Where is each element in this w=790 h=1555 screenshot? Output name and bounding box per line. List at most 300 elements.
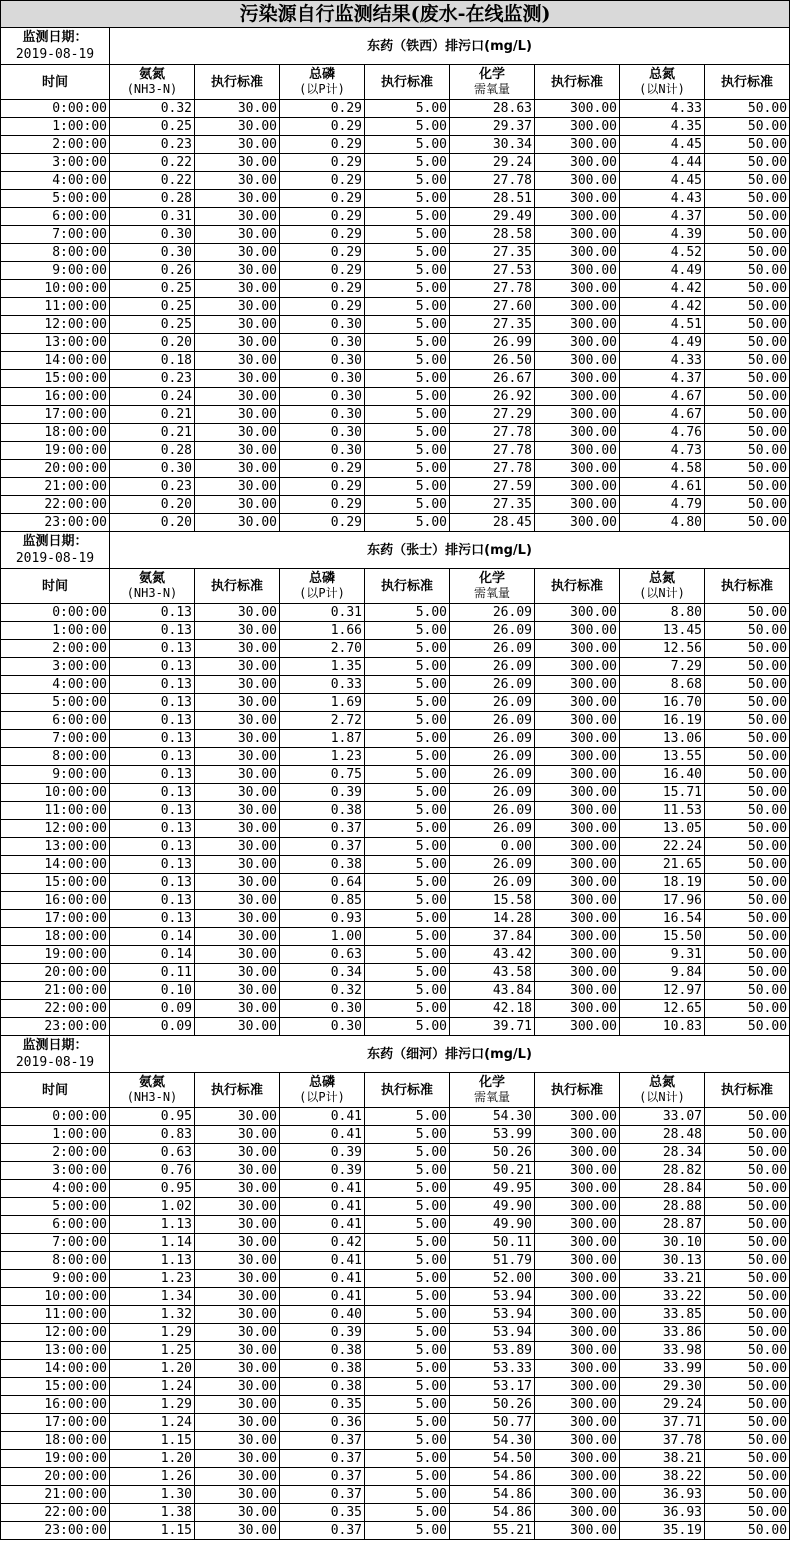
phosphorus-cell: 0.37 [280, 820, 365, 838]
standard-cell: 5.00 [365, 1468, 450, 1486]
phosphorus-cell: 0.29 [280, 244, 365, 262]
header-text: 执行标准 [721, 1082, 774, 1098]
cod-cell: 29.37 [450, 118, 535, 136]
standard-cell: 30.00 [195, 802, 280, 820]
standard-cell: 300.00 [535, 262, 620, 280]
table-row [1, 712, 790, 730]
standard-cell: 5.00 [365, 838, 450, 856]
nitrogen-cell: 4.43 [620, 190, 705, 208]
date-label: 监测日期： [22, 30, 88, 45]
nitrogen-cell: 15.50 [620, 928, 705, 946]
nitrogen-cell: 13.05 [620, 820, 705, 838]
time-cell: 16:00:00 [1, 1396, 110, 1414]
cod-cell: 26.09 [450, 874, 535, 892]
standard-cell: 50.00 [705, 1522, 790, 1540]
standard-cell: 50.00 [705, 262, 790, 280]
ammonia-cell: 0.28 [110, 442, 195, 460]
nitrogen-cell: 4.52 [620, 244, 705, 262]
standard-cell: 300.00 [535, 676, 620, 694]
ammonia-cell: 0.13 [110, 802, 195, 820]
ammonia-cell: 0.11 [110, 964, 195, 982]
time-cell: 9:00:00 [1, 262, 110, 280]
standard-cell: 50.00 [705, 856, 790, 874]
cod-cell: 28.45 [450, 514, 535, 532]
cod-cell: 54.30 [450, 1432, 535, 1450]
nitrogen-cell: 4.51 [620, 316, 705, 334]
standard-cell: 5.00 [365, 1018, 450, 1036]
column-header-time [1, 1073, 110, 1108]
time-cell: 4:00:00 [1, 676, 110, 694]
header-text: 总磷 [308, 1075, 335, 1090]
nitrogen-cell: 4.33 [620, 352, 705, 370]
time-cell: 10:00:00 [1, 784, 110, 802]
column-header-row [1, 1073, 790, 1108]
time-cell: 15:00:00 [1, 370, 110, 388]
time-cell: 18:00:00 [1, 424, 110, 442]
standard-cell: 5.00 [365, 1414, 450, 1432]
standard-cell: 30.00 [195, 406, 280, 424]
standard-cell: 300.00 [535, 1216, 620, 1234]
table-row [1, 658, 790, 676]
column-header-total-nitrogen [620, 65, 705, 100]
table-row [1, 136, 790, 154]
phosphorus-cell: 1.66 [280, 622, 365, 640]
phosphorus-cell: 0.30 [280, 406, 365, 424]
ammonia-cell: 0.13 [110, 892, 195, 910]
ammonia-cell: 0.20 [110, 334, 195, 352]
cod-cell: 14.28 [450, 910, 535, 928]
header-text: 需氧量 [473, 586, 510, 600]
standard-cell: 300.00 [535, 658, 620, 676]
standard-cell: 300.00 [535, 496, 620, 514]
standard-cell: 300.00 [535, 928, 620, 946]
standard-cell: 5.00 [365, 640, 450, 658]
standard-cell: 5.00 [365, 1396, 450, 1414]
time-cell: 21:00:00 [1, 982, 110, 1000]
phosphorus-cell: 0.29 [280, 136, 365, 154]
time-cell: 12:00:00 [1, 1324, 110, 1342]
ammonia-cell: 1.23 [110, 1270, 195, 1288]
table-row [1, 1468, 790, 1486]
phosphorus-cell: 0.30 [280, 1018, 365, 1036]
table-row [1, 226, 790, 244]
table-row [1, 730, 790, 748]
ammonia-cell: 0.21 [110, 424, 195, 442]
nitrogen-cell: 4.49 [620, 262, 705, 280]
standard-cell: 50.00 [705, 352, 790, 370]
standard-cell: 300.00 [535, 1450, 620, 1468]
standard-cell: 30.00 [195, 226, 280, 244]
table-row [1, 1342, 790, 1360]
standard-cell: 50.00 [705, 1486, 790, 1504]
phosphorus-cell: 0.35 [280, 1396, 365, 1414]
cod-cell: 53.17 [450, 1378, 535, 1396]
standard-cell: 50.00 [705, 928, 790, 946]
column-header-row [1, 569, 790, 604]
standard-cell: 5.00 [365, 1126, 450, 1144]
ammonia-cell: 0.25 [110, 298, 195, 316]
phosphorus-cell: 0.38 [280, 1360, 365, 1378]
standard-cell: 50.00 [705, 1468, 790, 1486]
table-row [1, 424, 790, 442]
table-row [1, 874, 790, 892]
standard-cell: 5.00 [365, 1324, 450, 1342]
ammonia-cell: 0.22 [110, 154, 195, 172]
standard-cell: 50.00 [705, 1108, 790, 1126]
column-header-standard-4 [705, 1073, 790, 1108]
standard-cell: 5.00 [365, 1378, 450, 1396]
standard-cell: 300.00 [535, 514, 620, 532]
standard-cell: 30.00 [195, 190, 280, 208]
standard-cell: 300.00 [535, 694, 620, 712]
table-row [1, 1252, 790, 1270]
header-text: 执行标准 [380, 74, 433, 90]
column-header-chemical-oxygen-demand [450, 569, 535, 604]
cod-cell: 26.09 [450, 676, 535, 694]
standard-cell: 300.00 [535, 1108, 620, 1126]
standard-cell: 5.00 [365, 352, 450, 370]
standard-cell: 30.00 [195, 1342, 280, 1360]
cod-cell: 26.09 [450, 748, 535, 766]
time-cell: 0:00:00 [1, 100, 110, 118]
ammonia-cell: 1.20 [110, 1360, 195, 1378]
standard-cell: 50.00 [705, 1414, 790, 1432]
cod-cell: 50.77 [450, 1414, 535, 1432]
cod-cell: 0.00 [450, 838, 535, 856]
ammonia-cell: 0.23 [110, 136, 195, 154]
standard-cell: 50.00 [705, 208, 790, 226]
ammonia-cell: 0.23 [110, 370, 195, 388]
standard-cell: 30.00 [195, 604, 280, 622]
header-text: 总氮 [648, 571, 675, 586]
column-header-standard-2 [365, 569, 450, 604]
ammonia-cell: 0.13 [110, 622, 195, 640]
ammonia-cell: 0.22 [110, 172, 195, 190]
ammonia-cell: 0.13 [110, 766, 195, 784]
standard-cell: 50.00 [705, 1198, 790, 1216]
standard-cell: 50.00 [705, 658, 790, 676]
table-row [1, 478, 790, 496]
cod-cell: 29.49 [450, 208, 535, 226]
header-text: 总磷 [308, 67, 335, 82]
cod-cell: 26.09 [450, 766, 535, 784]
nitrogen-cell: 28.34 [620, 1144, 705, 1162]
standard-cell: 5.00 [365, 208, 450, 226]
standard-cell: 30.00 [195, 946, 280, 964]
standard-cell: 30.00 [195, 1306, 280, 1324]
standard-cell: 30.00 [195, 172, 280, 190]
standard-cell: 5.00 [365, 766, 450, 784]
standard-cell: 300.00 [535, 424, 620, 442]
standard-cell: 5.00 [365, 856, 450, 874]
table-row [1, 1360, 790, 1378]
cod-cell: 43.84 [450, 982, 535, 1000]
ammonia-cell: 0.10 [110, 982, 195, 1000]
phosphorus-cell: 0.32 [280, 982, 365, 1000]
standard-cell: 30.00 [195, 334, 280, 352]
standard-cell: 30.00 [195, 928, 280, 946]
table-row [1, 1126, 790, 1144]
standard-cell: 50.00 [705, 604, 790, 622]
ammonia-cell: 0.30 [110, 244, 195, 262]
time-cell: 14:00:00 [1, 856, 110, 874]
header-text: 化学 [478, 67, 505, 82]
nitrogen-cell: 33.22 [620, 1288, 705, 1306]
ammonia-cell: 0.24 [110, 388, 195, 406]
standard-cell: 50.00 [705, 478, 790, 496]
standard-cell: 5.00 [365, 1342, 450, 1360]
phosphorus-cell: 0.30 [280, 442, 365, 460]
nitrogen-cell: 36.93 [620, 1504, 705, 1522]
column-header-standard-3 [535, 1073, 620, 1108]
ammonia-cell: 0.13 [110, 910, 195, 928]
nitrogen-cell: 33.98 [620, 1342, 705, 1360]
standard-cell: 50.00 [705, 1252, 790, 1270]
standard-cell: 30.00 [195, 1000, 280, 1018]
table-row [1, 910, 790, 928]
standard-cell: 30.00 [195, 154, 280, 172]
phosphorus-cell: 0.40 [280, 1306, 365, 1324]
ammonia-cell: 0.63 [110, 1144, 195, 1162]
table-row [1, 244, 790, 262]
standard-cell: 50.00 [705, 226, 790, 244]
outlet-title: 东药（铁西）排污口(mg/L) [110, 28, 790, 65]
standard-cell: 30.00 [195, 730, 280, 748]
standard-cell: 300.00 [535, 1360, 620, 1378]
nitrogen-cell: 33.07 [620, 1108, 705, 1126]
standard-cell: 30.00 [195, 640, 280, 658]
column-header-total-phosphorus [280, 65, 365, 100]
time-cell: 14:00:00 [1, 352, 110, 370]
standard-cell: 50.00 [705, 1162, 790, 1180]
time-cell: 7:00:00 [1, 730, 110, 748]
standard-cell: 5.00 [365, 676, 450, 694]
standard-cell: 5.00 [365, 280, 450, 298]
ammonia-cell: 0.31 [110, 208, 195, 226]
standard-cell: 300.00 [535, 748, 620, 766]
standard-cell: 50.00 [705, 874, 790, 892]
time-cell: 20:00:00 [1, 964, 110, 982]
standard-cell: 5.00 [365, 244, 450, 262]
nitrogen-cell: 29.30 [620, 1378, 705, 1396]
phosphorus-cell: 0.38 [280, 1342, 365, 1360]
table-row [1, 1306, 790, 1324]
nitrogen-cell: 13.45 [620, 622, 705, 640]
column-header-chemical-oxygen-demand [450, 65, 535, 100]
cod-cell: 53.89 [450, 1342, 535, 1360]
table-row [1, 496, 790, 514]
header-text: 需氧量 [473, 1090, 510, 1104]
phosphorus-cell: 0.38 [280, 1378, 365, 1396]
standard-cell: 300.00 [535, 838, 620, 856]
header-text: (以N计) [639, 586, 685, 600]
standard-cell: 50.00 [705, 1504, 790, 1522]
time-cell: 11:00:00 [1, 298, 110, 316]
cod-cell: 27.78 [450, 442, 535, 460]
standard-cell: 300.00 [535, 910, 620, 928]
ammonia-cell: 1.15 [110, 1522, 195, 1540]
time-cell: 20:00:00 [1, 460, 110, 478]
standard-cell: 30.00 [195, 1018, 280, 1036]
standard-cell: 30.00 [195, 388, 280, 406]
table-row [1, 604, 790, 622]
header-text: 化学 [478, 1075, 505, 1090]
monitoring-date-cell [1, 532, 110, 569]
standard-cell: 50.00 [705, 1018, 790, 1036]
standard-cell: 5.00 [365, 442, 450, 460]
time-cell: 8:00:00 [1, 748, 110, 766]
column-header-time [1, 569, 110, 604]
standard-cell: 50.00 [705, 784, 790, 802]
cod-cell: 49.95 [450, 1180, 535, 1198]
ammonia-cell: 0.25 [110, 280, 195, 298]
cod-cell: 43.58 [450, 964, 535, 982]
standard-cell: 300.00 [535, 892, 620, 910]
standard-cell: 5.00 [365, 136, 450, 154]
standard-cell: 300.00 [535, 1288, 620, 1306]
standard-cell: 5.00 [365, 100, 450, 118]
standard-cell: 300.00 [535, 406, 620, 424]
nitrogen-cell: 4.76 [620, 424, 705, 442]
phosphorus-cell: 0.41 [280, 1126, 365, 1144]
cod-cell: 28.51 [450, 190, 535, 208]
header-text: 执行标准 [550, 1082, 603, 1098]
table-row [1, 1504, 790, 1522]
table-row [1, 154, 790, 172]
nitrogen-cell: 12.65 [620, 1000, 705, 1018]
table-row [1, 766, 790, 784]
nitrogen-cell: 30.10 [620, 1234, 705, 1252]
standard-cell: 5.00 [365, 928, 450, 946]
standard-cell: 50.00 [705, 1288, 790, 1306]
column-header-ammonia-nitrogen [110, 65, 195, 100]
cod-cell: 49.90 [450, 1216, 535, 1234]
standard-cell: 50.00 [705, 442, 790, 460]
standard-cell: 50.00 [705, 982, 790, 1000]
time-cell: 9:00:00 [1, 1270, 110, 1288]
nitrogen-cell: 4.42 [620, 298, 705, 316]
standard-cell: 5.00 [365, 1522, 450, 1540]
nitrogen-cell: 36.93 [620, 1486, 705, 1504]
ammonia-cell: 0.09 [110, 1018, 195, 1036]
table-row [1, 1450, 790, 1468]
ammonia-cell: 0.20 [110, 514, 195, 532]
cod-cell: 26.09 [450, 640, 535, 658]
phosphorus-cell: 1.00 [280, 928, 365, 946]
cod-cell: 27.78 [450, 280, 535, 298]
phosphorus-cell: 0.64 [280, 874, 365, 892]
standard-cell: 300.00 [535, 388, 620, 406]
date-value: 2019-08-19 [15, 551, 95, 566]
standard-cell: 300.00 [535, 370, 620, 388]
cod-cell: 26.09 [450, 712, 535, 730]
ammonia-cell: 0.13 [110, 748, 195, 766]
nitrogen-cell: 8.80 [620, 604, 705, 622]
standard-cell: 30.00 [195, 298, 280, 316]
standard-cell: 5.00 [365, 622, 450, 640]
phosphorus-cell: 1.23 [280, 748, 365, 766]
cod-cell: 55.21 [450, 1522, 535, 1540]
column-header-total-phosphorus [280, 569, 365, 604]
standard-cell: 5.00 [365, 658, 450, 676]
time-cell: 19:00:00 [1, 1450, 110, 1468]
ammonia-cell: 1.14 [110, 1234, 195, 1252]
standard-cell: 5.00 [365, 154, 450, 172]
ammonia-cell: 1.25 [110, 1342, 195, 1360]
cod-cell: 54.50 [450, 1450, 535, 1468]
standard-cell: 300.00 [535, 856, 620, 874]
table-row [1, 442, 790, 460]
standard-cell: 30.00 [195, 1486, 280, 1504]
standard-cell: 300.00 [535, 190, 620, 208]
header-text: 氨氮 [138, 67, 165, 82]
phosphorus-cell: 0.93 [280, 910, 365, 928]
standard-cell: 300.00 [535, 334, 620, 352]
time-cell: 6:00:00 [1, 208, 110, 226]
standard-cell: 300.00 [535, 280, 620, 298]
standard-cell: 5.00 [365, 1180, 450, 1198]
phosphorus-cell: 0.41 [280, 1270, 365, 1288]
time-cell: 9:00:00 [1, 766, 110, 784]
phosphorus-cell: 0.85 [280, 892, 365, 910]
standard-cell: 5.00 [365, 874, 450, 892]
standard-cell: 30.00 [195, 262, 280, 280]
nitrogen-cell: 33.99 [620, 1360, 705, 1378]
standard-cell: 30.00 [195, 442, 280, 460]
header-text: 总氮 [648, 67, 675, 82]
standard-cell: 300.00 [535, 946, 620, 964]
standard-cell: 300.00 [535, 1324, 620, 1342]
table-row [1, 1000, 790, 1018]
standard-cell: 30.00 [195, 1378, 280, 1396]
standard-cell: 5.00 [365, 1504, 450, 1522]
standard-cell: 5.00 [365, 514, 450, 532]
standard-cell: 30.00 [195, 1396, 280, 1414]
standard-cell: 5.00 [365, 226, 450, 244]
standard-cell: 30.00 [195, 712, 280, 730]
standard-cell: 300.00 [535, 154, 620, 172]
standard-cell: 30.00 [195, 784, 280, 802]
standard-cell: 300.00 [535, 1468, 620, 1486]
cod-cell: 50.26 [450, 1396, 535, 1414]
standard-cell: 30.00 [195, 748, 280, 766]
table-row [1, 1522, 790, 1540]
table-row [1, 514, 790, 532]
ammonia-cell: 0.13 [110, 658, 195, 676]
ammonia-cell: 0.25 [110, 118, 195, 136]
standard-cell: 5.00 [365, 424, 450, 442]
standard-cell: 30.00 [195, 280, 280, 298]
standard-cell: 50.00 [705, 964, 790, 982]
nitrogen-cell: 37.78 [620, 1432, 705, 1450]
standard-cell: 30.00 [195, 424, 280, 442]
table-row [1, 982, 790, 1000]
column-header-total-nitrogen [620, 1073, 705, 1108]
nitrogen-cell: 21.65 [620, 856, 705, 874]
standard-cell: 50.00 [705, 424, 790, 442]
standard-cell: 30.00 [195, 1360, 280, 1378]
phosphorus-cell: 0.29 [280, 298, 365, 316]
phosphorus-cell: 0.30 [280, 334, 365, 352]
nitrogen-cell: 28.48 [620, 1126, 705, 1144]
table-row [1, 1378, 790, 1396]
table-row [1, 1018, 790, 1036]
phosphorus-cell: 0.37 [280, 1486, 365, 1504]
standard-cell: 300.00 [535, 874, 620, 892]
phosphorus-cell: 0.29 [280, 496, 365, 514]
standard-cell: 300.00 [535, 712, 620, 730]
phosphorus-cell: 0.41 [280, 1216, 365, 1234]
